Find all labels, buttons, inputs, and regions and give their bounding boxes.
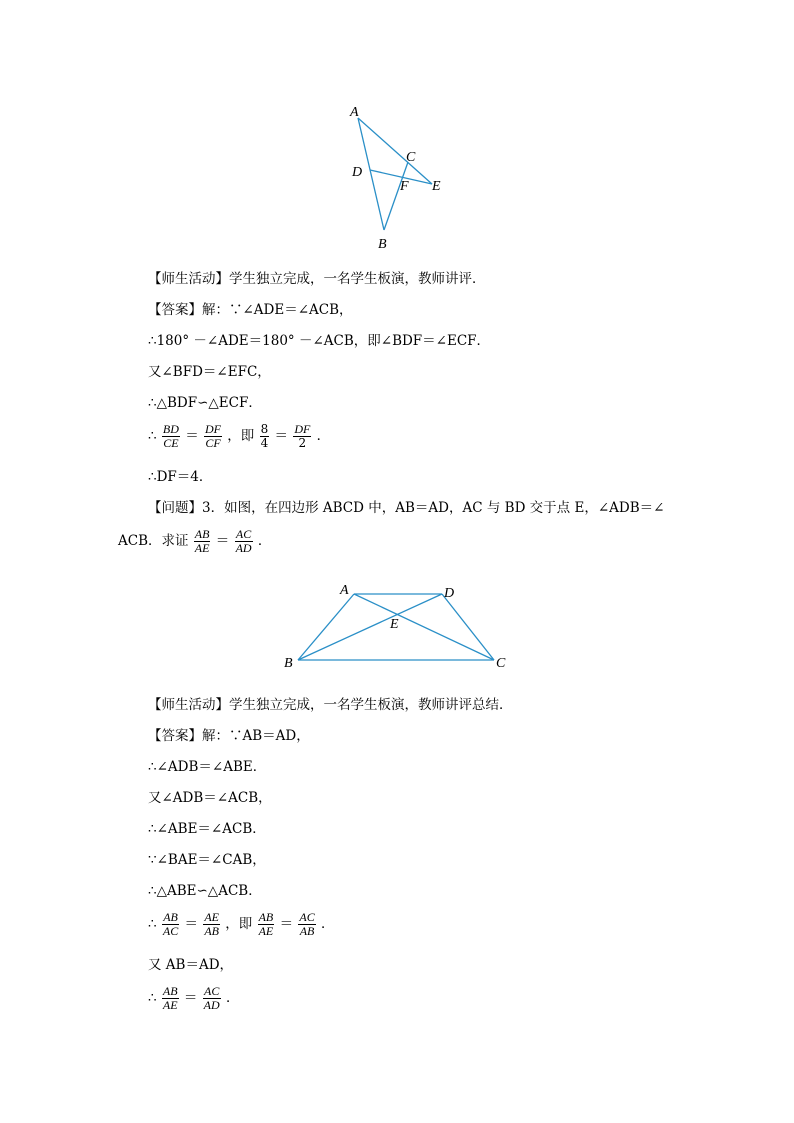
fraction [235, 528, 253, 555]
equals: ＝ [274, 428, 289, 444]
fraction [162, 911, 179, 938]
segment-AE [358, 118, 432, 184]
answer-2-line9 [148, 985, 239, 1012]
segment-AB [298, 594, 354, 660]
denominator: AE [162, 998, 178, 1012]
segment-BC [384, 162, 408, 230]
text: ACB．求证 [118, 533, 189, 549]
label-B: B [284, 656, 293, 671]
label-D: D [352, 165, 363, 180]
answer-1-line5 [148, 423, 330, 450]
denominator: AB [204, 924, 219, 938]
answer-2-line3: 又∠ADB＝∠ACB， [148, 790, 272, 806]
numerator: AC [235, 527, 252, 541]
numerator: AC [203, 984, 220, 998]
problem-3-line1: 【问题】3．如图，在四边形 ABCD 中，AB＝AD，AC 与 BD 交于点 E，∠ADB＝∠ [148, 500, 665, 516]
answer-2-line5: ∵∠BAE＝∠CAB， [148, 852, 266, 868]
answer-2-line6: ∴△ABE∽△ACB． [148, 883, 262, 899]
therefore: ∴ [148, 916, 157, 932]
text: ，即 [225, 916, 253, 932]
segment-DC [442, 594, 494, 660]
fraction [260, 423, 270, 450]
answer-1-head: 【答案】解：∵∠ADE＝∠ACB， [148, 302, 353, 318]
equals: ＝ [183, 990, 198, 1006]
answer-2-head: 【答案】解：∵AB＝AD， [148, 728, 310, 744]
numerator: AB [162, 984, 178, 998]
equals: ＝ [185, 428, 199, 444]
denominator: AC [162, 924, 179, 938]
denominator: AD [235, 541, 252, 555]
label-E: E [432, 179, 441, 194]
answer-1-line2: ∴180° －∠ADE＝180° －∠ACB，即∠BDF＝∠ECF． [148, 333, 491, 349]
fraction [203, 985, 221, 1012]
fraction [162, 423, 180, 450]
therefore: ∴ [148, 428, 157, 444]
therefore: ∴ [148, 990, 157, 1006]
label-D: D [444, 586, 455, 601]
numerator: AE [204, 910, 219, 924]
equals: ＝ [215, 533, 230, 549]
label-A: A [340, 583, 349, 598]
activity-2: 【师生活动】学生独立完成，一名学生板演，教师讲评总结． [148, 697, 513, 713]
period: ． [225, 990, 240, 1006]
figure-triangles [340, 100, 480, 260]
equals: ＝ [279, 916, 294, 932]
fraction [194, 528, 211, 555]
equals: ＝ [184, 916, 199, 932]
period: ． [316, 428, 331, 444]
label-B: B [378, 237, 387, 252]
fraction [162, 985, 179, 1012]
numerator: DF [204, 422, 221, 436]
label-F: F [400, 179, 409, 194]
segment-AC [354, 594, 494, 660]
fraction [258, 911, 275, 938]
denominator: CE [163, 436, 179, 450]
label-E: E [390, 617, 399, 632]
denominator: 2 [298, 436, 307, 450]
denominator: AD [203, 998, 220, 1012]
numerator: AB [258, 910, 274, 924]
answer-1-line6: ∴DF＝4． [148, 469, 213, 485]
denominator: AE [258, 924, 274, 938]
answer-2-line7 [148, 911, 335, 938]
answer-2-line8: 又 AB＝AD， [148, 957, 234, 973]
answer-2-line2: ∴∠ADB＝∠ABE． [148, 759, 267, 775]
numerator: DF [294, 422, 311, 436]
period: ． [321, 916, 335, 932]
segment-BD [298, 594, 442, 660]
denominator: CF [205, 436, 221, 450]
numerator: AB [163, 910, 178, 924]
numerator: AB [194, 527, 210, 541]
label-A: A [350, 105, 359, 120]
figure-quadrilateral [280, 576, 520, 676]
text: ，即 [227, 428, 255, 444]
activity-1: 【师生活动】学生独立完成，一名学生板演，教师讲评． [148, 271, 486, 287]
label-C: C [406, 150, 416, 165]
answer-2-line4: ∴∠ABE＝∠ACB． [148, 821, 266, 837]
fraction [204, 423, 222, 450]
denominator: 4 [260, 436, 269, 450]
fraction [203, 911, 220, 938]
denominator: AB [299, 924, 315, 938]
answer-1-line3: 又∠BFD＝∠EFC， [148, 364, 271, 380]
fraction [293, 423, 311, 450]
period: ． [257, 533, 272, 549]
label-C: C [496, 656, 506, 671]
numerator: BD [162, 422, 179, 436]
fraction [298, 911, 315, 938]
answer-1-line4: ∴△BDF∽△ECF． [148, 395, 262, 411]
numerator: 8 [260, 422, 269, 436]
denominator: AE [194, 541, 210, 555]
numerator: AC [299, 910, 315, 924]
problem-3-line2 [118, 528, 271, 555]
